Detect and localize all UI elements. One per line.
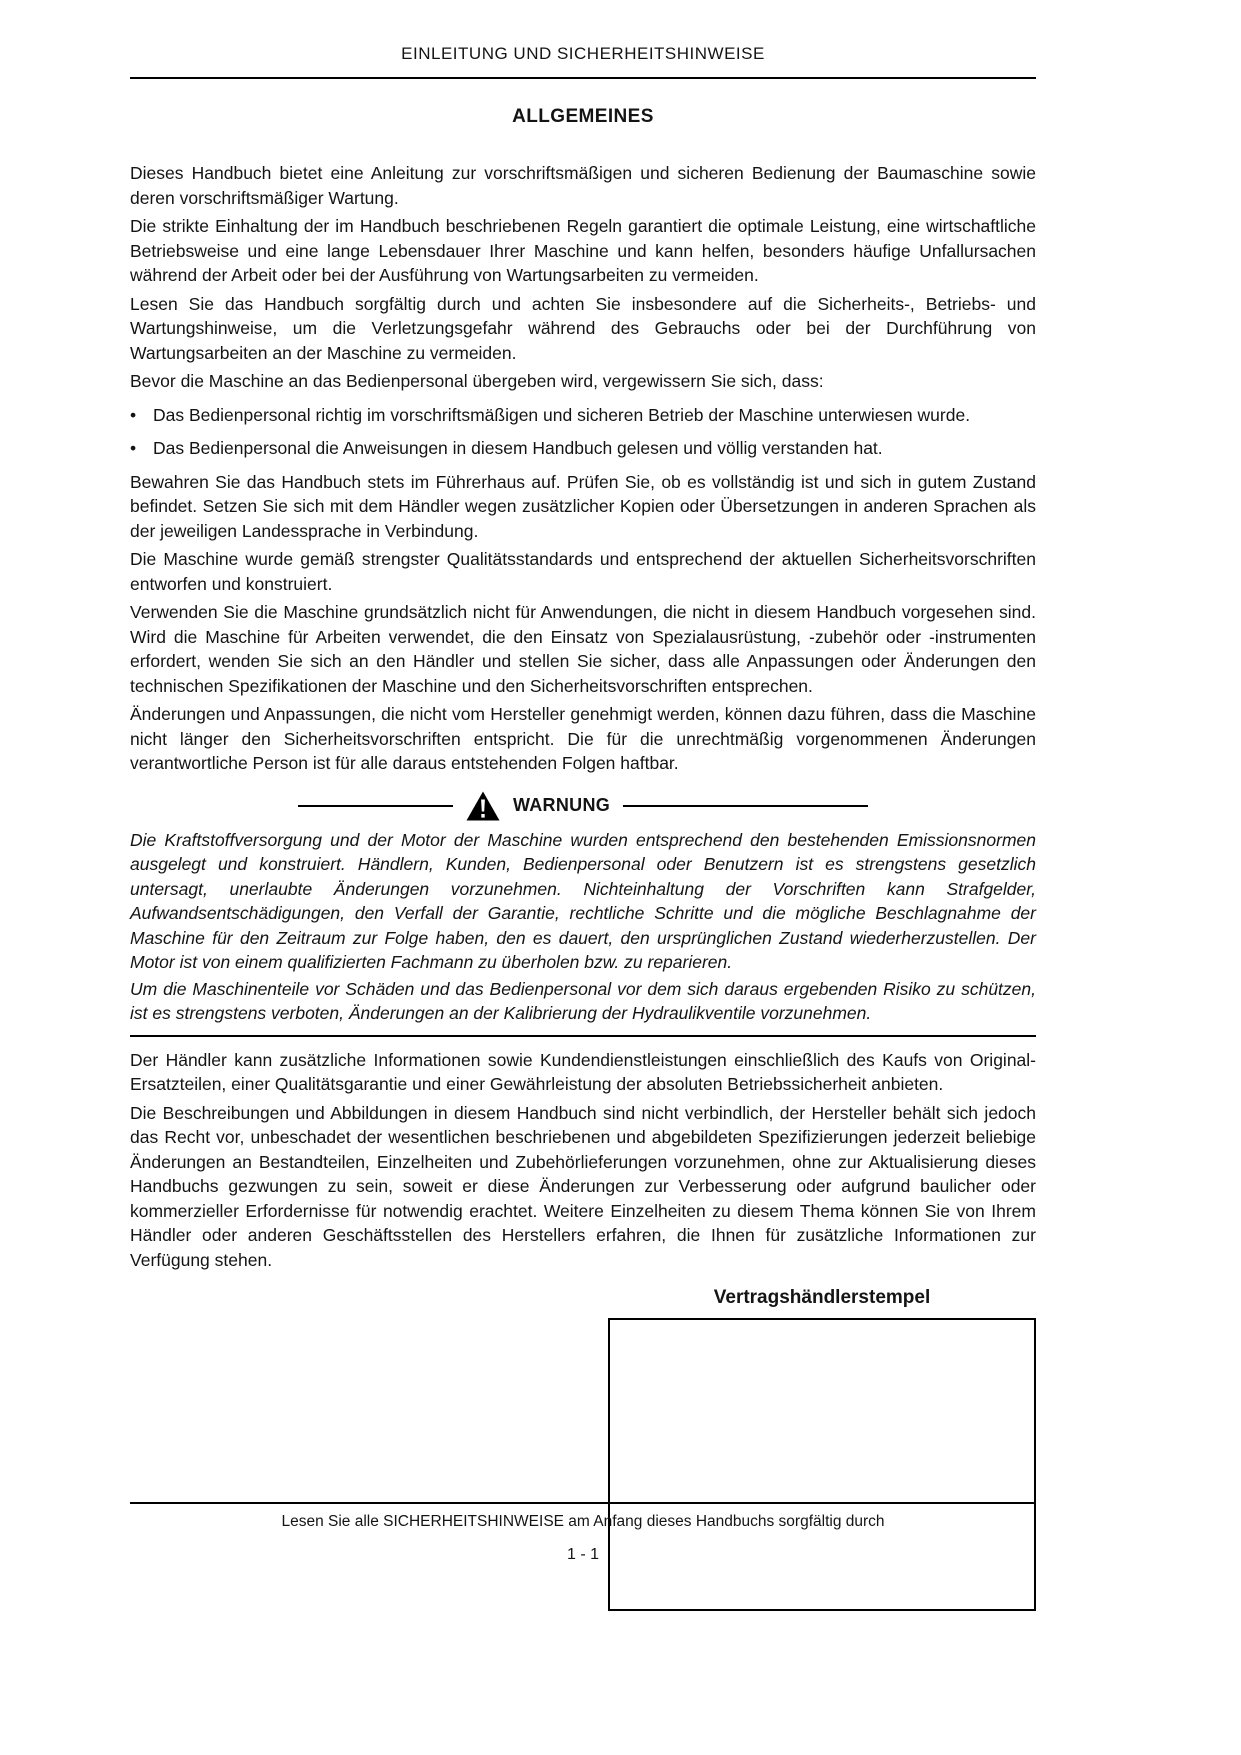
dealer-stamp-box — [608, 1318, 1036, 1611]
paragraph: Der Händler kann zusätzliche Informationen sowie Kundendienstleistungen einschließlich des Kaufs von Original-Ersatzteilen, einer Qualitätsgarantie und einer Gewährleistung der absoluten Betriebssicherheit anbieten. — [130, 1049, 1036, 1094]
page-header: EINLEITUNG UND SICHERHEITSHINWEISE — [401, 44, 765, 63]
paragraph: Dieses Handbuch bietet eine Anleitung zur vorschriftsmäßigen und sicheren Bedienung der Baumaschine sowie deren vorschriftsmäßiger Wartung. — [130, 163, 1036, 208]
bullet-item — [130, 436, 1036, 461]
page-footer — [130, 1502, 1036, 1564]
paragraph: Bevor die Maschine an das Bedienpersonal übergeben wird, vergewissern Sie sich, dass: — [130, 371, 824, 391]
paragraph: Bewahren Sie das Handbuch stets im Führerhaus auf. Prüfen Sie, ob es vollständig ist und sich in gutem Zustand befindet. Setzen Sie sich mit dem Händler wegen zusätzlicher Kopien oder Übersetzungen in anderen Sprachen als der jeweiligen Landessprache in Verbindung. — [130, 471, 1036, 541]
bullet-marker: • — [130, 438, 137, 458]
warning-paragraph: Die Kraftstoffversorgung und der Motor der Maschine wurden entsprechend den bestehenden Emissionsnormen ausgelegt und konstruiert. Händlern, Kunden, Bedienpersonal oder Benutzern ist es strengstens gesetzlich untersagt, unerlaubte Änderungen vorzunehmen. Nichteinhaltung der Vorschriften kann Strafgelder, Aufwandsentschädigungen, den Verfall der Garantie, rechtliche Schritte und die mögliche Beschlagnahme der Maschine für den Zeitraum zur Folge haben, den es dauert, den ursprünglichen Zustand wiederherzustellen. Der Motor ist von einem qualifizierten Fachmann zu überholen bzw. zu reparieren. — [130, 829, 1036, 972]
paragraph: Verwenden Sie die Maschine grundsätzlich nicht für Anwendungen, die nicht in diesem Handbuch vorgesehen sind. Wird die Maschine für Arbeiten verwendet, die den Einsatz von Spezialausrüstung, -zubehör oder -instrumenten erfordert, wenden Sie sich an den Händler und stellen Sie sicher, dass alle Anpassungen oder Änderungen den technischen Spezifikationen der Maschine und den Sicherheitsvorschriften entsprechen. — [130, 602, 1036, 696]
dealer-stamp-label: Vertragshändlerstempel — [713, 1287, 931, 1308]
warning-label: WARNUNG — [512, 795, 611, 815]
bullet-text: Das Bedienpersonal richtig im vorschriftsmäßigen und sicheren Betrieb der Maschine unterwiesen wurde. — [153, 404, 971, 425]
paragraph: Die strikte Einhaltung der im Handbuch beschriebenen Regeln garantiert die optimale Leistung, eine wirtschaftliche Betriebsweise und eine lange Lebensdauer Ihrer Maschine und kann helfen, besonders häufige Unfallursachen während der Arbeit oder bei der Ausführung von Wartungsarbeiten zu vermeiden. — [130, 216, 1036, 285]
manual-page-content — [130, 44, 1036, 1611]
footer-divider — [130, 1502, 1036, 1504]
bullet-text: Das Bedienpersonal die Anweisungen in diesem Handbuch gelesen und völlig verstanden hat. — [153, 438, 883, 458]
footer-note: Lesen Sie alle SICHERHEITSHINWEISE am Anfang dieses Handbuchs sorgfältig durch — [281, 1513, 885, 1530]
warning-divider-left — [298, 805, 453, 807]
header-divider — [130, 77, 1036, 79]
warning-divider-right — [623, 805, 868, 807]
bullet-marker: • — [130, 404, 137, 425]
paragraph: Die Beschreibungen und Abbildungen in diesem Handbuch sind nicht verbindlich, der Hersteller behält sich jedoch das Recht vor, unbeschadet der wesentlichen beschriebenen und abgebildeten Spezifizierungen jederzeit beliebige Änderungen an Bestandteilen, Einzelheiten und Zubehörlieferungen vorzunehmen, ohne zur Aktualisierung dieses Handbuchs gezwungen zu sein, soweit er diese Änderungen zur Verbesserung oder aufgrund baulicher oder kommerzieller Erfordernisse für notwendig erachtet. Weitere Einzelheiten zu diesem Thema können Sie von Ihrem Händler oder anderen Geschäftsstellen des Herstellers erfahren, die Ihnen für zusätzliche Informationen zur Verfügung stehen. — [130, 1102, 1036, 1270]
bullet-item — [130, 403, 1036, 428]
section-divider — [130, 1035, 1036, 1037]
warning-header — [130, 791, 1036, 821]
warning-paragraph: Um die Maschinenteile vor Schäden und das Bedienpersonal vor dem sich daraus ergebenden Risiko zu schützen, ist es strengstens verboten, Änderungen an der Kalibrierung der Hydraulikventile vorzunehmen. — [130, 978, 1036, 1023]
paragraph: Die Maschine wurde gemäß strengster Qualitätsstandards und entsprechend der aktuellen Sicherheitsvorschriften entworfen und konstruiert. — [130, 549, 1036, 594]
paragraph: Lesen Sie das Handbuch sorgfältig durch und achten Sie insbesondere auf die Sicherheits-, Betriebs- und Wartungshinweise, um die Verletzungsgefahr während des Gebrauchs oder bei der Durchführung von Wartungsarbeiten an der Maschine zu vermeiden. — [130, 293, 1036, 363]
page-number: 1 - 1 — [566, 1546, 599, 1563]
section-title: ALLGEMEINES — [512, 106, 654, 127]
warning-icon — [466, 791, 500, 821]
paragraph: Änderungen und Anpassungen, die nicht vom Hersteller genehmigt werden, können dazu führen, dass die Maschine nicht länger den Sicherheitsvorschriften entspricht. Die für die unrechtmäßig vorgenommenen Änderungen verantwortliche Person ist für alle daraus entstehenden Folgen haftbar. — [130, 704, 1036, 773]
